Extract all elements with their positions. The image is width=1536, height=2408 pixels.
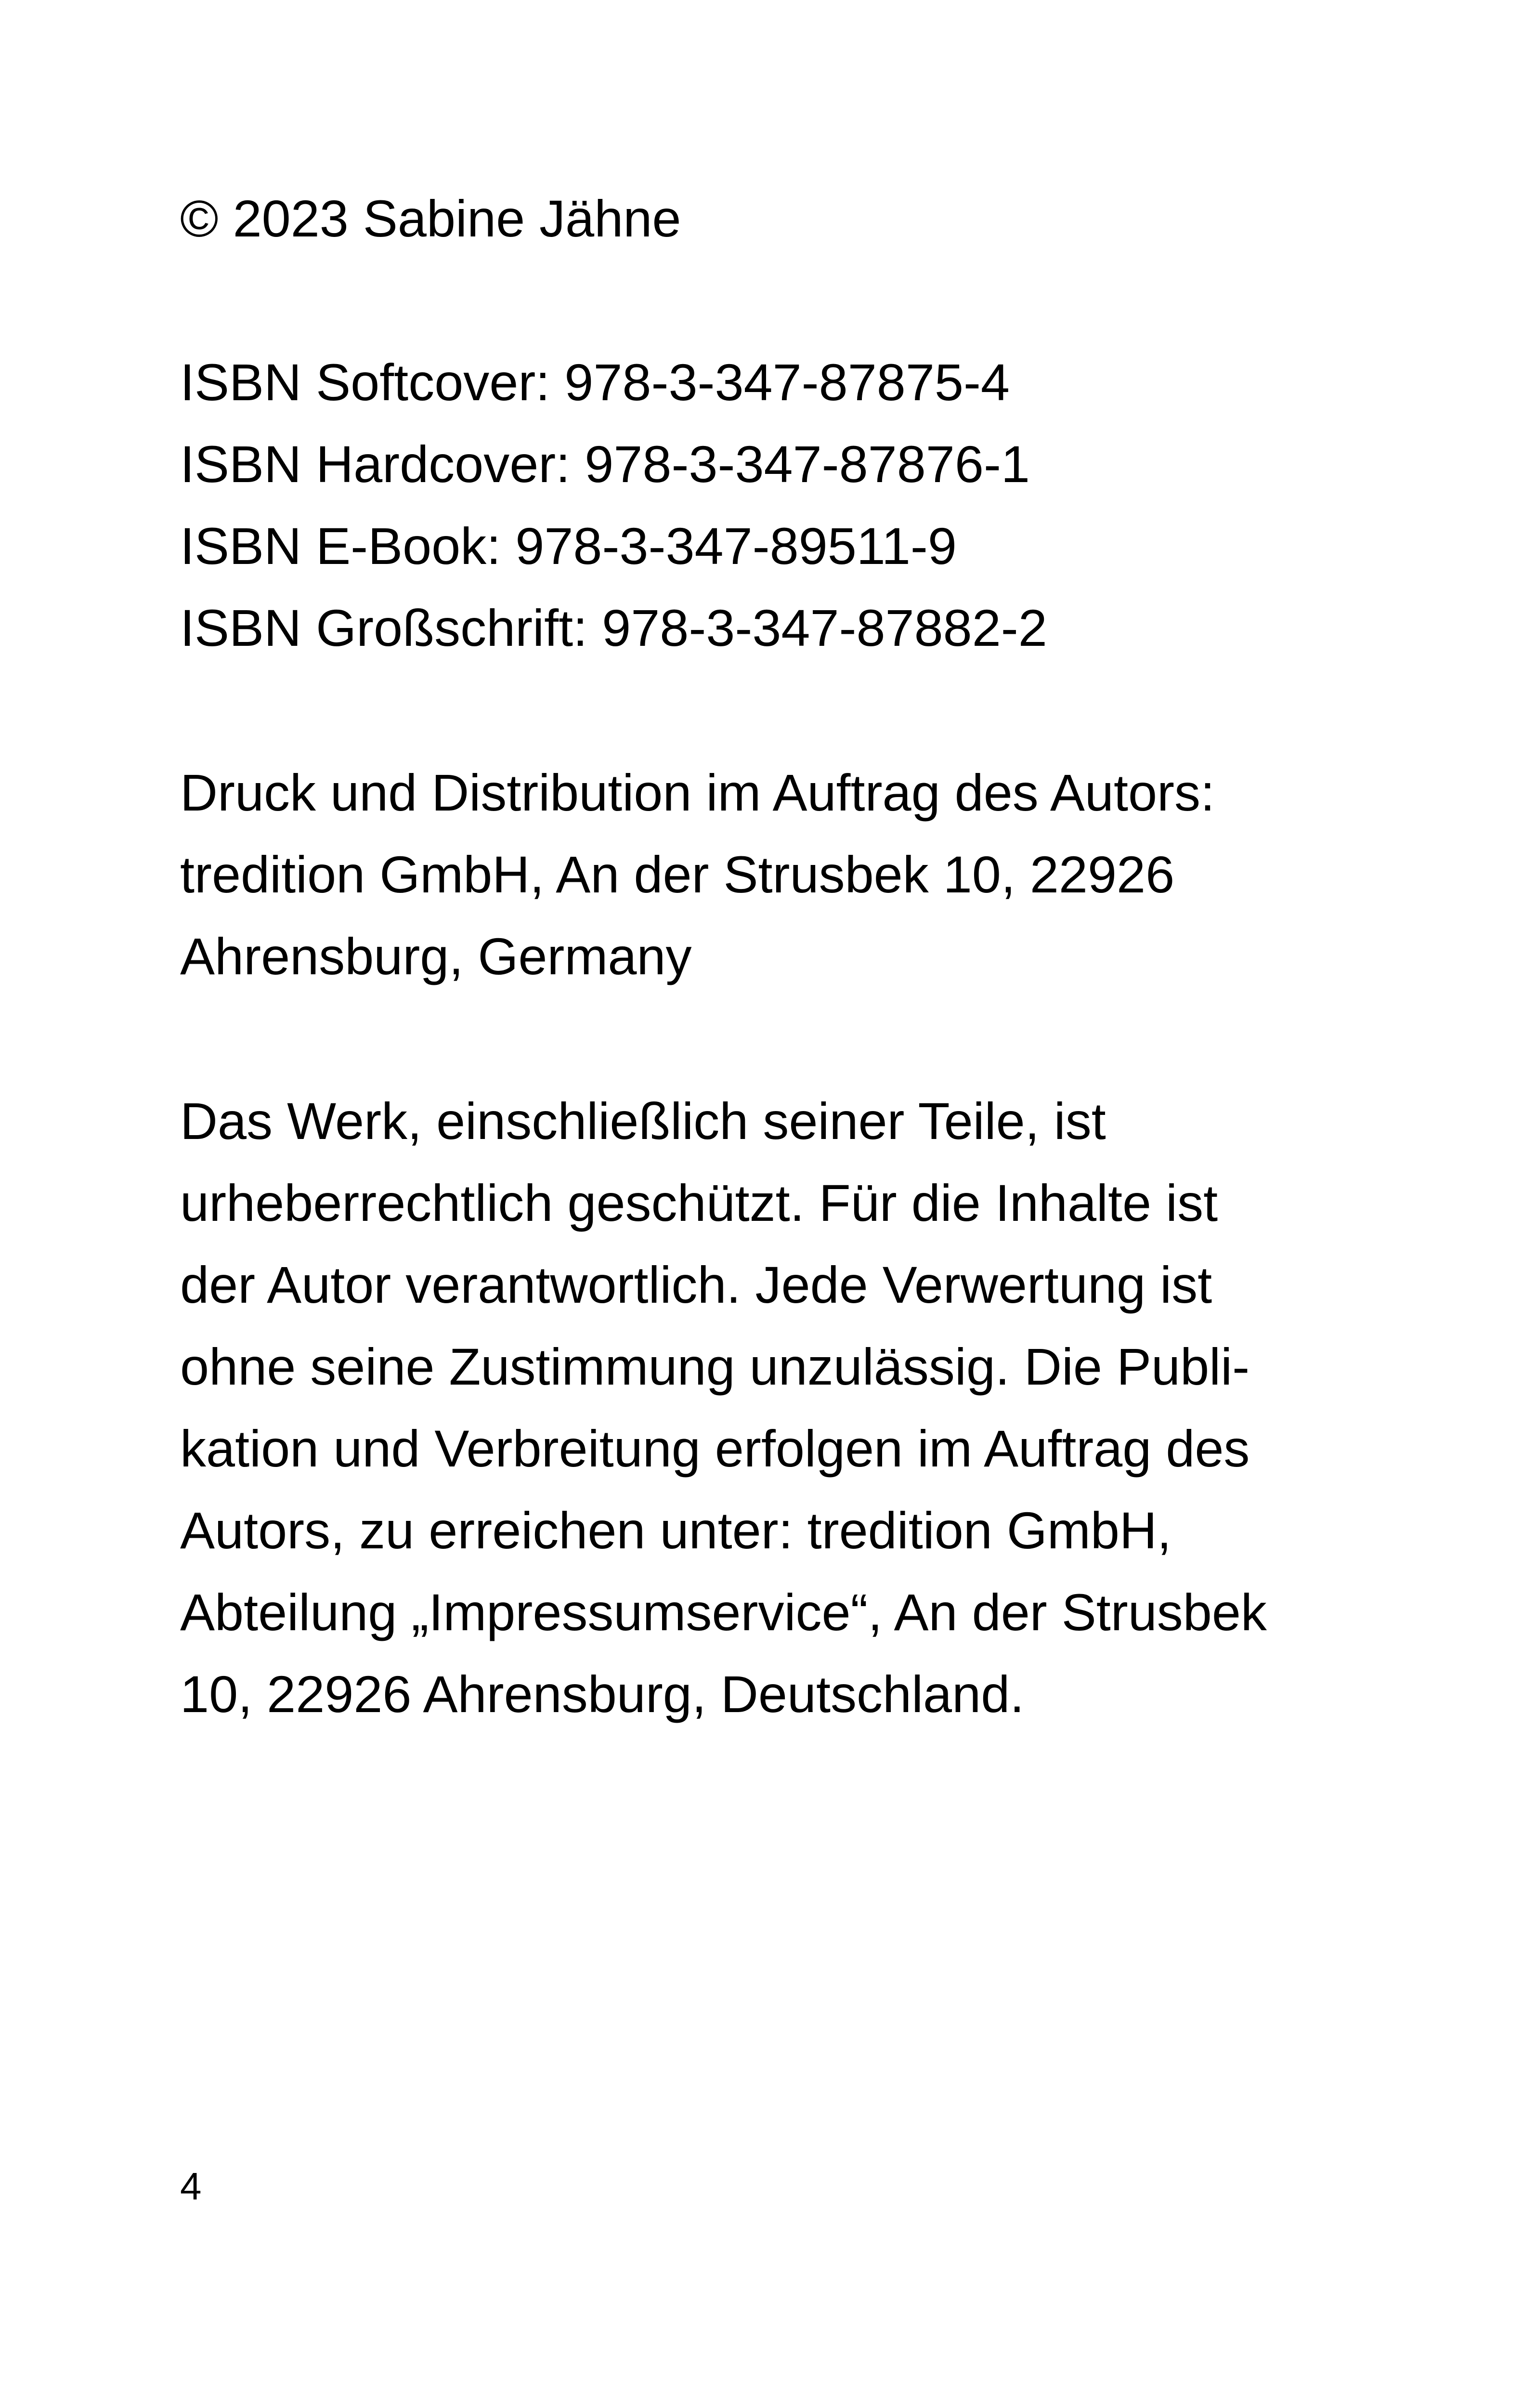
printing-line-2: tredition GmbH, An der Strusbek 10, 22926 [180,845,1175,903]
isbn-large-print: ISBN Großschrift: 978-3-347-87882-2 [180,599,1047,657]
isbn-hardcover: ISBN Hardcover: 978-3-347-87876-1 [180,435,1030,493]
isbn-ebook: ISBN E-Book: 978-3-347-89511-9 [180,517,957,575]
isbn-softcover: ISBN Softcover: 978-3-347-87875-4 [180,353,1010,411]
copyright-line: © 2023 Sabine Jähne [180,189,681,248]
legal-line-6: Autors, zu erreichen unter: tredition GmbH, [180,1501,1172,1559]
legal-line-8: 10, 22926 Ahrensburg, Deutschland. [180,1665,1025,1723]
legal-line-5: kation und Verbreitung erfolgen im Auftrag des [180,1419,1250,1478]
legal-line-2: urheberrechtlich geschützt. Für die Inhalte ist [180,1174,1218,1232]
legal-line-4: ohne seine Zustimmung unzulässig. Die Publi- [180,1337,1250,1396]
legal-line-7: Abteilung „Impressumservice“, An der Strusbek [180,1583,1267,1641]
printing-line-1: Druck und Distribution im Auftrag des Autors: [180,763,1215,822]
printing-line-3: Ahrensburg, Germany [180,927,692,985]
page-number: 4 [180,2165,202,2208]
legal-line-3: der Autor verantwortlich. Jede Verwertung ist [180,1256,1212,1314]
legal-line-1: Das Werk, einschließlich seiner Teile, ist [180,1092,1106,1150]
